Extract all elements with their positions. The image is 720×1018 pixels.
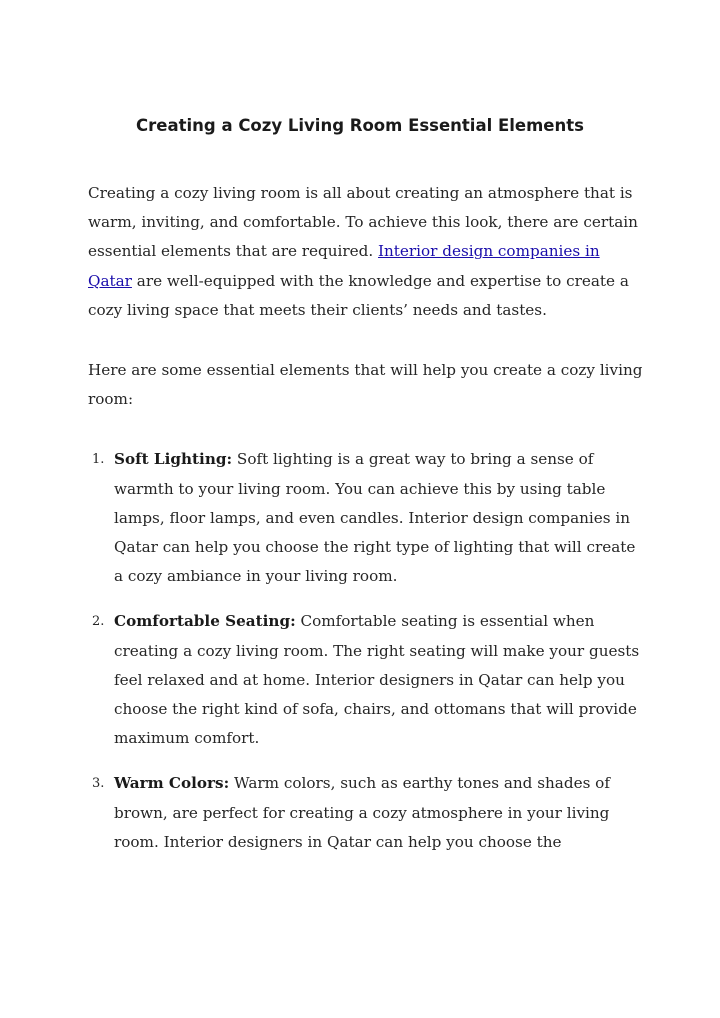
list-item-text: Soft lighting is a great way to bring a sense of warmth to your living room. You can achieve this by using table lamps, floor lamps, and even candles. Interior design companies in Qatar can help you choose the right type of lighting that will create a cozy ambiance in your living room. (114, 450, 636, 586)
intro-paragraph (88, 179, 648, 325)
list-item-number: 1. (92, 452, 105, 468)
list-item-number: 2. (92, 614, 105, 630)
essential-elements-list (88, 445, 648, 857)
document-body (88, 179, 648, 873)
page-title: Creating a Cozy Living Room Essential Elements (136, 116, 584, 135)
list-item-heading: Warm Colors: (114, 774, 230, 793)
interior-design-companies-link[interactable]: Interior design companies in Qatar (88, 242, 600, 290)
list-item-text: Comfortable seating is essential when creating a cozy living room. The right seating will make your guests feel relaxed and at home. Interior designers in Qatar can help you choose the right kind of sofa, chairs, and ottomans that will provide maximum comfort. (114, 612, 640, 748)
intro-text-after-link: are well-equipped with the knowledge and expertise to create a cozy living space that meets their clients’ needs and tastes. (88, 271, 629, 319)
list-item (88, 445, 648, 591)
lead-in-paragraph: Here are some essential elements that will help you create a cozy living room: (88, 361, 643, 409)
list-item-heading: Soft Lighting: (114, 450, 233, 469)
list-item (88, 769, 648, 857)
list-item-number: 3. (92, 776, 105, 792)
list-item-text: Warm colors, such as earthy tones and shades of brown, are perfect for creating a cozy atmosphere in your living room. Interior designers in Qatar can help you choose the (114, 774, 610, 851)
list-item-heading: Comfortable Seating: (114, 612, 296, 631)
intro-text-before-link: Creating a cozy living room is all about creating an atmosphere that is warm, inviting, and comfortable. To achieve this look, there are certain essential elements that are required. (88, 184, 638, 261)
list-item (88, 607, 648, 753)
